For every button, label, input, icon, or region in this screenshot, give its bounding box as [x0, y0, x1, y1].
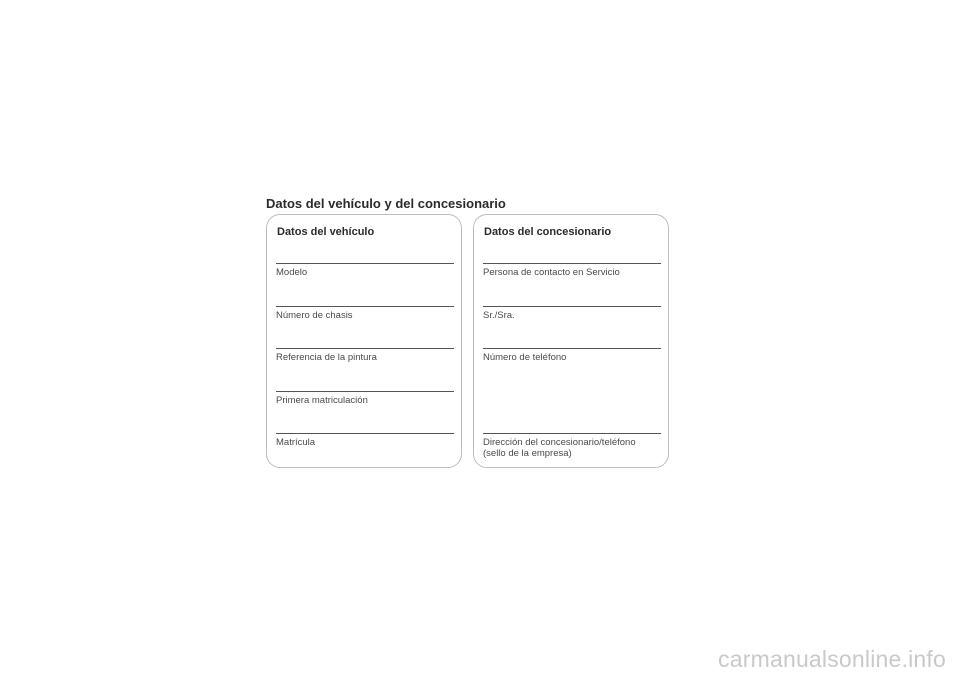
- vehicle-data-card: [266, 214, 462, 468]
- dealer-address-field[interactable]: [483, 433, 661, 459]
- phone-number-label: Número de teléfono: [483, 352, 567, 363]
- mr-mrs-line: [483, 306, 661, 307]
- dealer-data-card: [473, 214, 669, 468]
- watermark: carmanualsonline.info: [718, 646, 946, 672]
- page-title: Datos del vehículo y del concesionario: [266, 196, 506, 211]
- dealer-address-label: Dirección del concesionario/teléfono (sello de la empresa): [483, 437, 636, 459]
- first-registration-field[interactable]: [276, 391, 454, 406]
- model-label: Modelo: [276, 267, 308, 278]
- license-plate-label: Matrícula: [276, 437, 316, 448]
- service-contact-label: Persona de contacto en Servicio: [483, 267, 620, 278]
- chassis-number-line: [276, 306, 454, 307]
- license-plate-field[interactable]: [276, 433, 454, 448]
- model-line: [276, 263, 454, 264]
- paint-reference-line: [276, 348, 454, 349]
- dealer-address-line: [483, 433, 661, 434]
- mr-mrs-field[interactable]: [483, 306, 661, 321]
- model-field[interactable]: [276, 263, 454, 278]
- chassis-number-label: Número de chasis: [276, 310, 353, 321]
- paint-reference-field[interactable]: [276, 348, 454, 363]
- service-contact-field[interactable]: [483, 263, 661, 278]
- service-contact-line: [483, 263, 661, 264]
- vehicle-card-title: Datos del vehículo: [277, 226, 375, 238]
- first-registration-label: Primera matriculación: [276, 395, 368, 406]
- dealer-card-title: Datos del concesionario: [484, 226, 612, 238]
- phone-number-line: [483, 348, 661, 349]
- phone-number-field[interactable]: [483, 348, 661, 363]
- chassis-number-field[interactable]: [276, 306, 454, 321]
- mr-mrs-label: Sr./Sra.: [483, 310, 515, 321]
- paint-reference-label: Referencia de la pintura: [276, 352, 377, 363]
- first-registration-line: [276, 391, 454, 392]
- license-plate-line: [276, 433, 454, 434]
